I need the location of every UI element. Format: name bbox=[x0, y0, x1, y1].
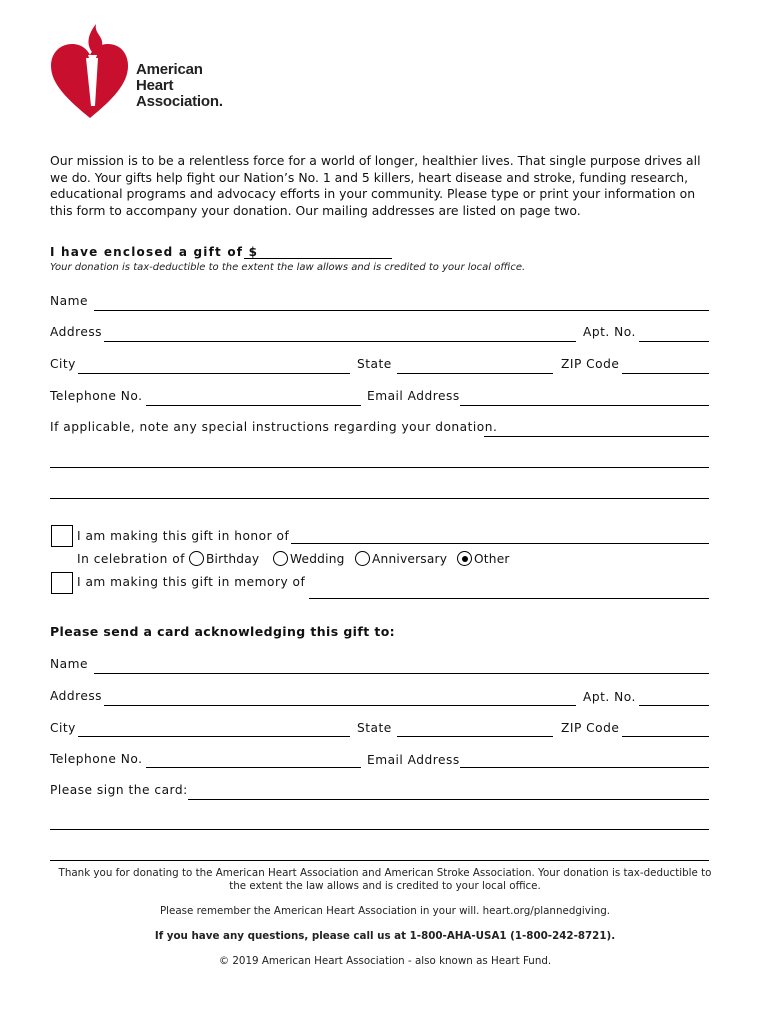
anniversary-radio[interactable] bbox=[355, 551, 370, 566]
gift-amount-field[interactable] bbox=[244, 258, 392, 259]
donor-apt-field[interactable] bbox=[639, 341, 709, 342]
aha-wordmark: American Heart Association. bbox=[136, 61, 223, 110]
card-section-title: Please send a card acknowledging this gift to: bbox=[50, 624, 396, 639]
card-city-label: City bbox=[50, 721, 76, 735]
footer-will: Please remember the American Heart Association in your will. heart.org/plannedgiving. bbox=[159, 905, 611, 917]
card-city-field[interactable] bbox=[78, 736, 350, 737]
donor-state-field[interactable] bbox=[397, 373, 553, 374]
special-instructions-label: If applicable, note any special instructions regarding your donation. bbox=[50, 420, 498, 434]
special-instructions-line-2[interactable] bbox=[50, 467, 709, 468]
mission-paragraph: Our mission is to be a relentless force for a world of longer, healthier lives. That single purpose drives all we do. Your gifts help fight our Nation’s No. 1 and 5 killers, heart disease and stroke, funding research, educational programs and advocacy efforts in your community. Please type or print your information on this form to accompany your donation. Our mailing addresses are listed on page two. bbox=[50, 153, 701, 218]
donor-email-field[interactable] bbox=[460, 405, 709, 406]
birthday-option-label: Birthday bbox=[206, 552, 260, 566]
donor-address-label: Address bbox=[50, 325, 103, 339]
card-name-label: Name bbox=[50, 657, 88, 671]
card-apt-label: Apt. No. bbox=[583, 690, 636, 704]
card-email-label: Email Address bbox=[367, 753, 460, 767]
donor-email-label: Email Address bbox=[367, 389, 460, 403]
memory-checkbox[interactable] bbox=[51, 572, 73, 594]
card-sign-label: Please sign the card: bbox=[50, 783, 188, 797]
memory-name-field[interactable] bbox=[309, 598, 709, 599]
gift-amount-label: I have enclosed a gift of $ bbox=[50, 245, 259, 259]
card-address-field[interactable] bbox=[104, 705, 576, 706]
donor-state-label: State bbox=[357, 357, 392, 371]
special-instructions-field[interactable] bbox=[484, 436, 709, 437]
honor-name-field[interactable] bbox=[291, 543, 709, 544]
other-radio[interactable] bbox=[457, 551, 472, 566]
card-address-label: Address bbox=[50, 689, 103, 703]
card-zip-label: ZIP Code bbox=[561, 721, 620, 735]
wedding-option-label: Wedding bbox=[290, 552, 345, 566]
special-instructions-line-3[interactable] bbox=[50, 498, 709, 499]
donor-zip-label: ZIP Code bbox=[561, 357, 620, 371]
card-phone-label: Telephone No. bbox=[50, 752, 143, 766]
card-sign-field[interactable] bbox=[188, 799, 709, 800]
card-state-field[interactable] bbox=[397, 736, 553, 737]
honor-checkbox[interactable] bbox=[51, 525, 73, 547]
card-sign-line-3[interactable] bbox=[50, 860, 709, 861]
donor-apt-label: Apt. No. bbox=[583, 325, 636, 339]
anniversary-option-label: Anniversary bbox=[372, 552, 448, 566]
donor-city-label: City bbox=[50, 357, 76, 371]
card-state-label: State bbox=[357, 721, 392, 735]
wedding-radio[interactable] bbox=[273, 551, 288, 566]
card-name-field[interactable] bbox=[94, 673, 709, 674]
celebration-label: In celebration of bbox=[77, 552, 185, 566]
birthday-radio[interactable] bbox=[189, 551, 204, 566]
other-option-label: Other bbox=[474, 552, 510, 566]
honor-label: I am making this gift in honor of bbox=[77, 529, 290, 543]
memory-label: I am making this gift in memory of bbox=[77, 575, 306, 589]
footer-copyright: © 2019 American Heart Association - also known as Heart Fund. bbox=[218, 955, 552, 967]
tax-deductible-note: Your donation is tax-deductible to the extent the law allows and is credited to your local office. bbox=[50, 262, 526, 273]
card-zip-field[interactable] bbox=[622, 736, 709, 737]
donor-name-label: Name bbox=[50, 294, 88, 308]
card-phone-field[interactable] bbox=[146, 767, 361, 768]
footer-questions: If you have any questions, please call us at 1-800-AHA-USA1 (1-800-242-8721). bbox=[154, 930, 616, 942]
donor-zip-field[interactable] bbox=[622, 373, 709, 374]
donor-phone-label: Telephone No. bbox=[50, 389, 143, 403]
donor-name-field[interactable] bbox=[94, 310, 709, 311]
card-sign-line-2[interactable] bbox=[50, 829, 709, 830]
card-email-field[interactable] bbox=[460, 767, 709, 768]
footer-thanks: Thank you for donating to the American Heart Association and American Stroke Association. Your donation is tax-deductible to the extent the law allows and is credited to your local office. bbox=[58, 867, 712, 892]
card-apt-field[interactable] bbox=[639, 705, 709, 706]
donor-city-field[interactable] bbox=[78, 373, 350, 374]
donor-phone-field[interactable] bbox=[146, 405, 361, 406]
donor-address-field[interactable] bbox=[104, 341, 576, 342]
